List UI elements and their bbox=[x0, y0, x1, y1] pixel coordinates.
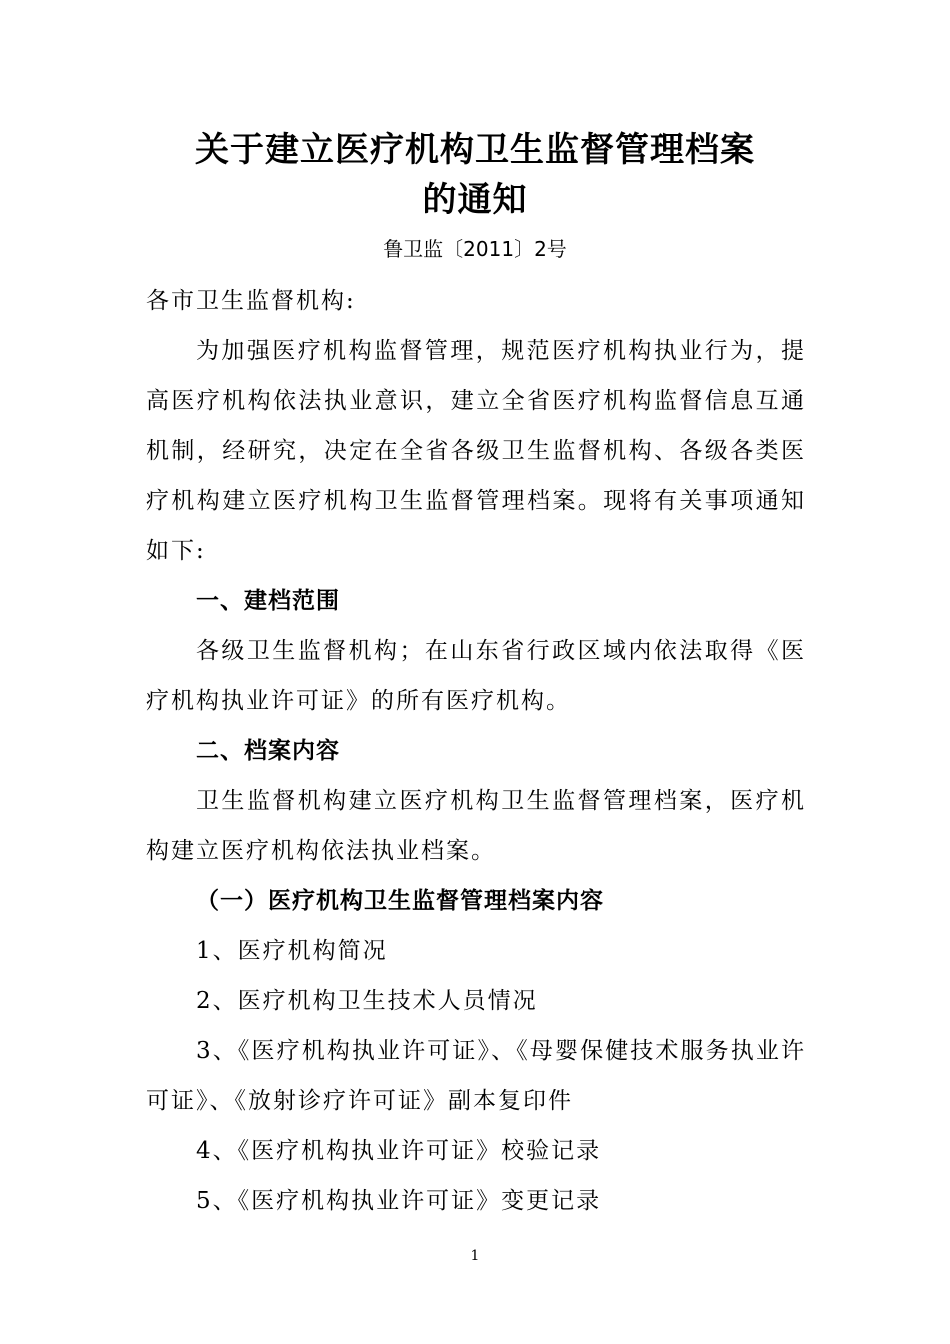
list-item: 4、《医疗机构执业许可证》校验记录 bbox=[196, 1138, 602, 1164]
list-item: 5、《医疗机构执业许可证》变更记录 bbox=[196, 1188, 602, 1214]
list-item: 1、医疗机构简况 bbox=[196, 938, 388, 964]
page-number: 1 bbox=[470, 1248, 480, 1264]
section-heading-content: 二、档案内容 bbox=[196, 738, 340, 764]
document-body bbox=[146, 276, 806, 1226]
list-item: 2、医疗机构卫生技术人员情况 bbox=[196, 988, 538, 1014]
section-text-content: 卫生监督机构建立医疗机构卫生监督管理档案，医疗机构建立医疗机构依法执业档案。 bbox=[146, 788, 806, 864]
document-number: 鲁卫监〔2011〕2号 bbox=[383, 237, 567, 261]
subsection-heading: （一）医疗机构卫生监督管理档案内容 bbox=[196, 887, 604, 914]
salutation: 各市卫生监督机构: bbox=[146, 288, 356, 314]
intro-paragraph: 为加强医疗机构监督管理，规范医疗机构执业行为，提高医疗机构依法执业意识，建立全省医疗机构监督信息互通机制，经研究，决定在全省各级卫生监督机构、各级各类医疗机构建立医疗机构卫生监督管理档案。现将有关事项通知如下: bbox=[146, 338, 806, 564]
document-title-line-2: 的通知 bbox=[422, 180, 528, 220]
section-heading-scope: 一、建档范围 bbox=[196, 588, 340, 614]
list-item: 3、《医疗机构执业许可证》、《母婴保健技术服务执业许可证》、《放射诊疗许可证》副本复印件 bbox=[146, 1038, 806, 1114]
section-text-scope: 各级卫生监督机构；在山东省行政区域内依法取得《医疗机构执业许可证》的所有医疗机构。 bbox=[146, 638, 806, 714]
document-title-line-1: 关于建立医疗机构卫生监督管理档案 bbox=[195, 130, 755, 170]
